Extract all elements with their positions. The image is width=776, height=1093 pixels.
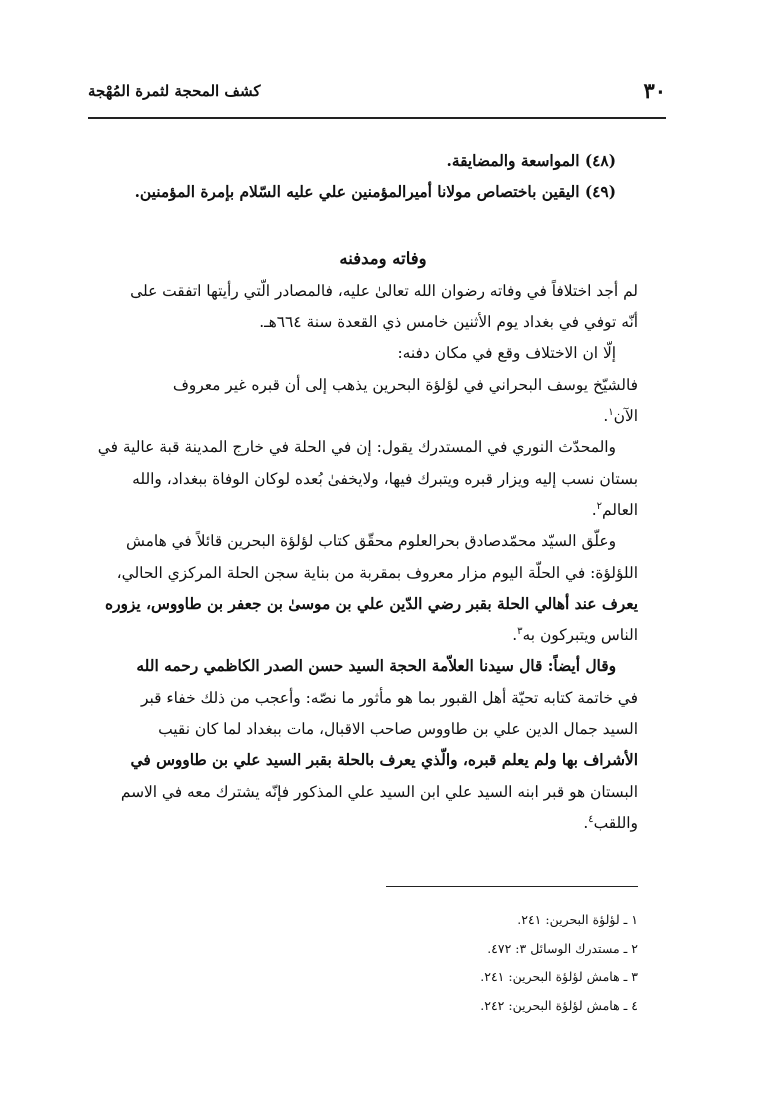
text-line: اللؤلؤة: في الحلّة اليوم مزار معروف بمقربة من بناية سجن الحلة المركزي الحالي، [116,563,638,582]
text-line: الناس ويتبركون به$^٣$. [512,626,638,645]
page-header [88,78,666,108]
text-line: فالشيّخ يوسف البحراني في لؤلؤة البحرين يذهب إلى أن قبره غير معروف [172,375,638,394]
page-number: ٣٠ [643,78,666,103]
text-line: العالم$^٢$. [591,500,638,519]
text-line: يعرف عند أهالي الحلة بقبر رضي الدّين علي بن موسىٰ بن جعفر بن طاووس، يزوره [105,594,638,613]
footnote: ٤ ـ هامش لؤلؤة البحرين: ٢٤٢. [480,997,638,1013]
text-span: العالم [601,500,638,519]
running-title: كشف المحجة لثمرة المُهْجة [88,82,261,100]
text-line: واللقب$^٤$. [583,813,638,832]
main-text [97,146,638,839]
text-line: وعلّق السيّد محمّدصادق بحرالعلوم محقّق كتاب لؤلؤة البحرين قائلاً في هامش [126,532,616,551]
footnotes [300,906,638,1020]
footnote: ٣ ـ هامش لؤلؤة البحرين: ٢٤١. [480,969,638,984]
text-line: أنّه توفي في بغداد يوم الأثنين خامس ذي القعدة سنة ٦٦٤هـ. [259,313,638,332]
text-span: واللقب [593,813,638,832]
footnote: ١ ـ لؤلؤة البحرين: ٢٤١. [517,912,638,927]
text-line: السيد جمال الدين علي بن طاووس صاحب الاقبال، مات ببغداد لما كان نقيب [158,720,638,739]
footnote-mark: ١ [608,406,614,418]
footnote-rule [386,886,638,887]
header-rule [88,117,666,119]
footnote-mark: ٢ [596,500,602,512]
text-line: إلّا ان الاختلاف وقع في مكان دفنه: [397,344,616,363]
text-line: بستان نسب إليه ويزار قبره ويتبرك فيها، ولايخفىٰ بُعده لوكان الوفاة ببغداد، والله [132,469,638,488]
list-item: (٤٨) المواسعة والمضايقة. [446,152,616,170]
text-line: لم أجد اختلافاً في وفاته رضوان الله تعالىٰ عليه، فالمصادر الّتي رأيتها اتفقت على [130,281,638,300]
text-span: الآن [613,407,638,426]
text-line: في خاتمة كتابه تحيّة أهل القبور بما هو مأثور ما نصّه: وأعجب من ذلك خفاء قبر [140,688,638,707]
text-line: الآن$^١$. [603,406,638,426]
text-line: والمحدّث النوري في المستدرك يقول: إن في الحلة في خارج المدينة قبة عالية في [97,438,616,457]
section-title: وفاته ومدفنه [339,248,427,268]
text-line: وقال أيضاً: قال سيدنا العلاّمة الحجة السيد حسن الصدر الكاظمي رحمه الله [136,657,616,676]
text-line: الأشراف بها ولم يعلم قبره، والّذي يعرف بالحلة بقبر السيد علي بن طاووس في [130,751,638,770]
list-item: (٤٩) اليقين باختصاص مولانا أميرالمؤمنين علي عليه السّلام بإمرة المؤمنين. [134,183,616,202]
footnote-mark: ٤ [588,813,594,825]
footnote: ٢ ـ مستدرك الوسائل ٣: ٤٧٢. [487,940,638,956]
text-span: الناس ويتبركون به [522,626,638,645]
footnote-mark: ٣ [517,626,523,638]
text-line: البستان هو قبر ابنه السيد علي ابن السيد علي المذكور فإنّه يشترك معه في الاسم [120,782,638,801]
